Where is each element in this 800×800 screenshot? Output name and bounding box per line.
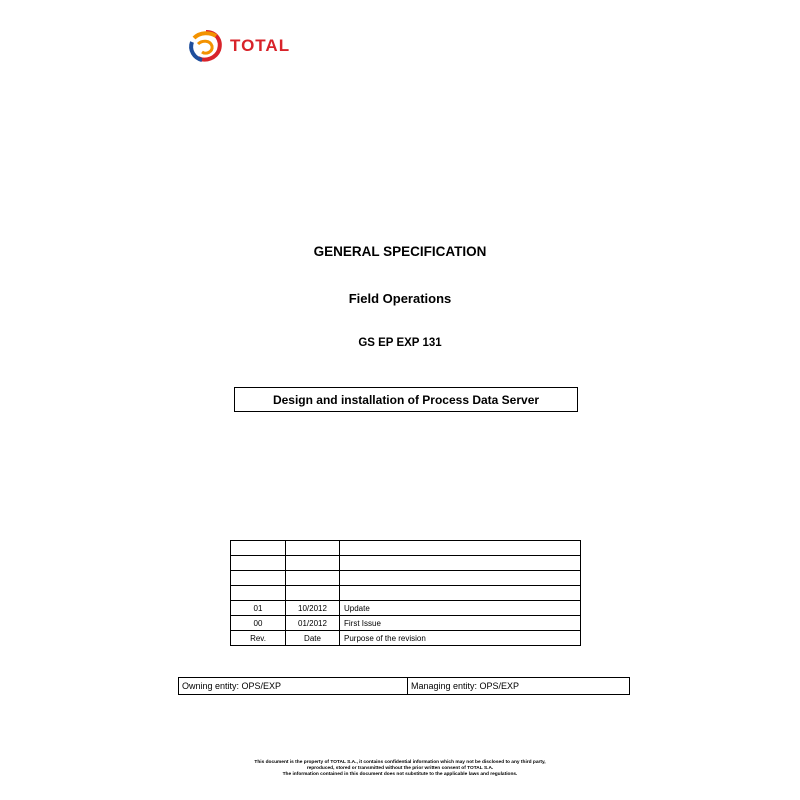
purpose-cell: [340, 571, 581, 586]
table-row: [231, 601, 581, 616]
table-row: [179, 678, 630, 695]
date-cell: 01/2012: [286, 616, 340, 631]
entity-table: [178, 677, 630, 695]
owning-entity: Owning entity: OPS/EXP: [179, 678, 408, 695]
table-row: [231, 616, 581, 631]
table-row: [231, 571, 581, 586]
rev-cell: [231, 571, 286, 586]
purpose-cell: Update: [340, 601, 581, 616]
purpose-cell: [340, 556, 581, 571]
rev-cell: [231, 541, 286, 556]
logo-wordmark: TOTAL: [230, 36, 291, 55]
purpose-cell: [340, 586, 581, 601]
table-row: [231, 541, 581, 556]
date-cell: [286, 571, 340, 586]
revision-table: [230, 540, 581, 646]
page-title: GENERAL SPECIFICATION: [313, 244, 487, 259]
rev-cell: 01: [231, 601, 286, 616]
date-header: Date: [286, 631, 340, 646]
rev-cell: [231, 556, 286, 571]
rev-cell: 00: [231, 616, 286, 631]
purpose-cell: [340, 541, 581, 556]
total-logo: [186, 28, 306, 64]
rev-cell: [231, 586, 286, 601]
date-cell: [286, 556, 340, 571]
document-code: GS EP EXP 131: [358, 337, 442, 349]
date-cell: [286, 586, 340, 601]
total-logo-icon: [186, 28, 226, 64]
confidentiality-notice: [0, 760, 800, 778]
page-subtitle: Field Operations: [348, 291, 452, 306]
table-row: [231, 586, 581, 601]
purpose-header: Purpose of the revision: [340, 631, 581, 646]
rev-header: Rev.: [231, 631, 286, 646]
date-cell: 10/2012: [286, 601, 340, 616]
managing-entity: Managing entity: OPS/EXP: [408, 678, 630, 695]
footer-line: reproduced, stored or transmitted without the prior written consent of TOTAL S.A.: [306, 766, 494, 771]
table-row: [231, 556, 581, 571]
table-header-row: [231, 631, 581, 646]
footer-line: This document is the property of TOTAL S.A., it contains confidential information which may not be disclosed to any third party,: [254, 760, 546, 765]
date-cell: [286, 541, 340, 556]
footer-line: The information contained in this document does not substitute to the applicable laws and regulations.: [282, 772, 518, 777]
purpose-cell: First Issue: [340, 616, 581, 631]
document-title-box: Design and installation of Process Data Server: [234, 387, 578, 412]
